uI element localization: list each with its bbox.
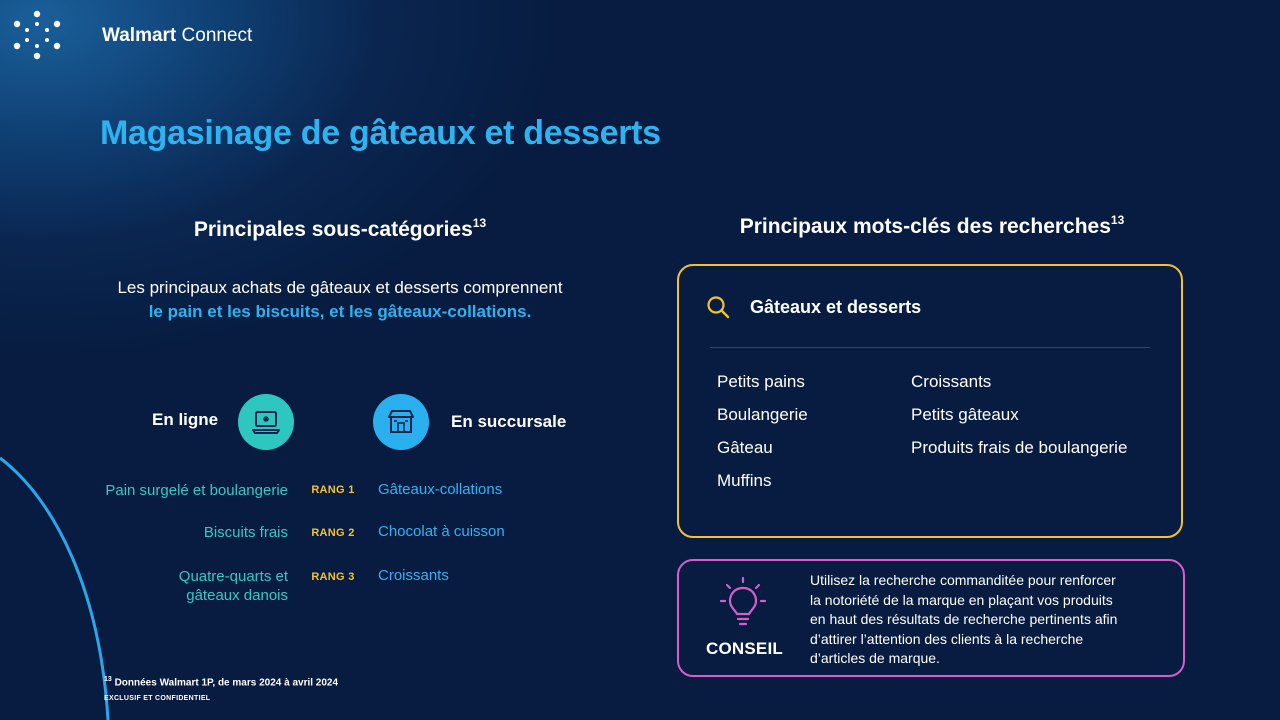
- keyword-item: Petits pains: [717, 372, 805, 391]
- storefront-icon: [373, 394, 429, 450]
- store-label: En succursale: [451, 412, 567, 431]
- keyword-item: Produits frais de boulangerie: [911, 438, 1128, 457]
- keywords-heading: Principaux mots-clés des recherches$^{13}$: [739, 213, 1125, 238]
- online-rank-1: Pain surgelé et boulangerie: [105, 482, 288, 499]
- rank-3-badge: RANG 3: [311, 571, 355, 583]
- footnote: $^{13}$ Données Walmart 1P, de mars 2024 à avril 2024: [104, 676, 339, 689]
- search-category-title: Gâteaux et desserts: [750, 297, 922, 317]
- page-title: Magasinage de gâteaux et desserts: [100, 114, 661, 152]
- online-rank-2: Biscuits frais: [203, 524, 288, 541]
- keyword-item: Petits gâteaux: [911, 405, 1019, 424]
- rank-1-badge: RANG 1: [311, 484, 355, 496]
- store-rank-3: Croissants: [378, 567, 449, 584]
- keyword-item: Croissants: [911, 372, 992, 391]
- divider: [710, 347, 1150, 348]
- spark-icon: [12, 10, 62, 60]
- keyword-item: Gâteau: [717, 438, 773, 457]
- keyword-item: Boulangerie: [717, 405, 808, 424]
- subcategories-heading: Principales sous-catégories$^{13}$: [193, 216, 487, 241]
- online-label: En ligne: [152, 410, 219, 429]
- keyword-item: Muffins: [717, 471, 772, 490]
- confidential-label: EXCLUSIF ET CONFIDENTIEL: [104, 695, 211, 702]
- online-rank-3: Quatre-quarts et gâteaux danois: [178, 568, 288, 604]
- tip-text: Utilisez la recherche commanditée pour renforcer la notoriété de la marque en plaçant vos produits en haut des résultats de recherche pertinents afin d’attirer l’attention des clients à la recherche d’articles de marque.: [810, 572, 1118, 666]
- intro-text: Les principaux achats de gâteaux et desserts comprennent le pain et les biscuits, et les gâteaux-collations.: [117, 278, 563, 321]
- lightbulb-icon: [718, 576, 768, 628]
- store-rank-2: Chocolat à cuisson: [378, 523, 505, 540]
- search-icon: [706, 295, 730, 319]
- store-rank-1: Gâteaux-collations: [378, 481, 503, 498]
- brand-name: Walmart Connect: [102, 25, 253, 46]
- tip-label: CONSEIL: [706, 639, 783, 658]
- rank-2-badge: RANG 2: [311, 527, 355, 539]
- laptop-icon: [238, 394, 294, 450]
